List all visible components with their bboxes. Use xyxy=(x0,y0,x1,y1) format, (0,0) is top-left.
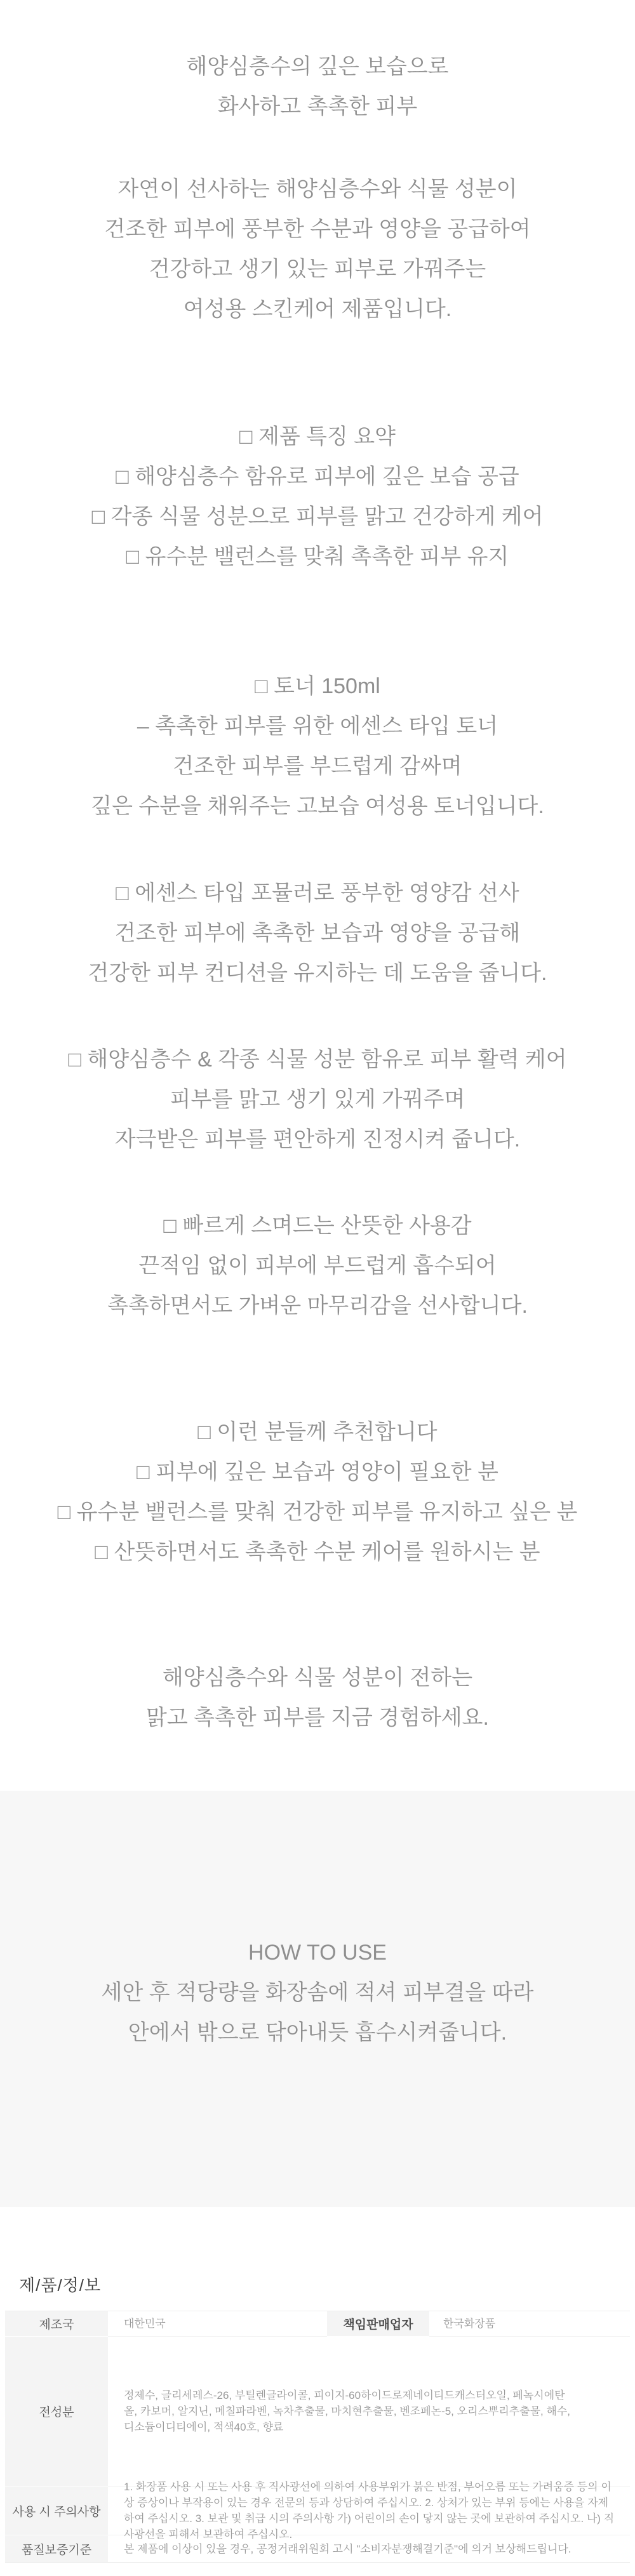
text-line: 끈적임 없이 피부에 부드럽게 흡수되어 xyxy=(138,1254,497,1278)
text-line: 화사하고 촉촉한 피부 xyxy=(217,95,418,119)
how-to-use-title: HOW TO USE xyxy=(248,1941,387,1965)
text-line: □ 유수분 밸런스를 맞춰 촉촉한 피부 유지 xyxy=(126,545,509,569)
text-line: 건강하고 생기 있는 피부로 가꿔주는 xyxy=(149,257,486,281)
country-of-origin-label: 제조국 xyxy=(5,2311,108,2337)
text-line: 깊은 수분을 채워주는 고보습 여성용 토너입니다. xyxy=(91,794,544,818)
text-line: 맑고 촉촉한 피부를 지금 경험하세요. xyxy=(146,1706,489,1730)
text-line: 자극받은 피부를 편안하게 진정시켜 줍니다. xyxy=(114,1127,521,1152)
table-row-country xyxy=(5,2311,630,2337)
product-info-table xyxy=(5,2311,630,2563)
text-line: □ 해양심층수 & 각종 식물 성분 함유로 피부 활력 케어 xyxy=(68,1047,567,1072)
text-line: 자연이 선사하는 해양심층수와 식물 성분이 xyxy=(117,177,518,201)
text-line: 건조한 피부를 부드럽게 감싸며 xyxy=(173,754,462,778)
light-finish-paragraph xyxy=(0,1206,635,1326)
text-line: 세안 후 적당량을 화장솜에 적셔 피부결을 따라 xyxy=(101,1981,534,2005)
text-line: □ 피부에 깊은 보습과 영양이 필요한 분 xyxy=(137,1460,498,1484)
text-line: 피부를 맑고 생기 있게 가꿔주며 xyxy=(170,1087,465,1112)
ingredients-label: 전성분 xyxy=(5,2337,108,2486)
ingredients-text: 정제수, 글리세레스-26, 부틸렌글라이콜, 피이지-60하이드로제네이티드캐스터오일, 페녹시에탄올, 카보머, 알지닌, 메칠파라벤, 녹차추출물, 마치현추출물, 벤조페논-5, 오리스뿌리추출물, 해수, 디소듐이디티에이, 적색40호, 향료 xyxy=(124,2389,571,2433)
text-line: □ 해양심층수 함유로 피부에 깊은 보습 공급 xyxy=(116,465,519,489)
marine-water-care-paragraph xyxy=(0,1040,635,1160)
text-line: □ 각종 식물 성분으로 피부를 맑고 건강하게 케어 xyxy=(91,505,544,529)
headline xyxy=(0,47,635,127)
ingredients-value xyxy=(108,2337,630,2486)
caution-label: 사용 시 주의사항 xyxy=(5,2486,108,2535)
text-line: □ 빠르게 스며드는 산뜻한 사용감 xyxy=(163,1214,472,1238)
table-row-warranty xyxy=(5,2535,630,2562)
text-line: 건강한 피부 컨디션을 유지하는 데 도움을 줍니다. xyxy=(88,961,547,985)
text-line: 여성용 스킨케어 제품입니다. xyxy=(183,297,452,321)
country-of-origin-value: 대한민국 xyxy=(108,2311,327,2337)
text-line: □ 토너 150ml xyxy=(255,674,380,698)
table-row-ingredients xyxy=(5,2337,630,2486)
responsible-seller-label: 책임판매업자 xyxy=(327,2311,429,2337)
text-line: □ 제품 특징 요약 xyxy=(239,425,396,449)
text-line: – 촉촉한 피부를 위한 에센스 타입 토너 xyxy=(137,714,498,738)
toner-description xyxy=(0,667,635,827)
text-line: □ 산뜻하면서도 촉촉한 수분 케어를 원하시는 분 xyxy=(95,1540,540,1564)
text-line: 촉촉하면서도 가벼운 마무리감을 선사합니다. xyxy=(107,1294,528,1318)
text-line: 건조한 피부에 풍부한 수분과 영양을 공급하여 xyxy=(104,217,531,241)
text-line: □ 유수분 밸런스를 맞춰 건강한 피부를 유지하고 싶은 분 xyxy=(57,1500,578,1524)
text-line: 해양심층수의 깊은 보습으로 xyxy=(186,55,449,79)
essence-formula-paragraph xyxy=(0,873,635,993)
table-row-caution xyxy=(5,2481,630,2540)
text-line: □ 이런 분들께 추천합니다 xyxy=(197,1420,438,1444)
caution-value xyxy=(108,2481,630,2540)
recommendation-list xyxy=(0,1412,635,1572)
intro-paragraph xyxy=(0,169,635,329)
product-info-title: 제/품/정/보 xyxy=(19,2276,102,2295)
text-line: 안에서 밖으로 닦아내듯 흡수시켜줍니다. xyxy=(128,2021,507,2045)
how-to-use-section xyxy=(0,1791,635,2207)
text-line: 건조한 피부에 촉촉한 보습과 영양을 공급해 xyxy=(114,921,521,945)
text-line: □ 에센스 타입 포뮬러로 풍부한 영양감 선사 xyxy=(116,881,519,905)
responsible-seller-value: 한국화장품 xyxy=(429,2311,630,2337)
closing-message xyxy=(0,1658,635,1738)
product-info-section xyxy=(0,2207,635,2576)
text-line: 해양심층수와 식물 성분이 전하는 xyxy=(162,1666,473,1690)
warranty-label: 품질보증기준 xyxy=(5,2535,108,2562)
warranty-value: 본 제품에 이상이 있을 경우, 공정거래위원회 고시 "소비자분쟁해결기준"에 의거 보상해드립니다. xyxy=(124,2542,572,2555)
caution-text: 1. 화장품 사용 시 또는 사용 후 직사광선에 의하여 사용부위가 붉은 반점, 부어오름 또는 가려움증 등의 이상 증상이나 부작용이 있는 경우 전문의 등과 상담하여 주십시오. 2. 상처가 있는 부위 등에는 사용을 자제하여 주십시오. 3. 보관 및 취급 시의 주의사항 가) 어린이의 손이 닿지 않는 곳에 보관하여 주십시오. 나) 직사광선을 피해서 보관하여 주십시오. xyxy=(124,2481,615,2540)
feature-summary-list xyxy=(0,417,635,577)
